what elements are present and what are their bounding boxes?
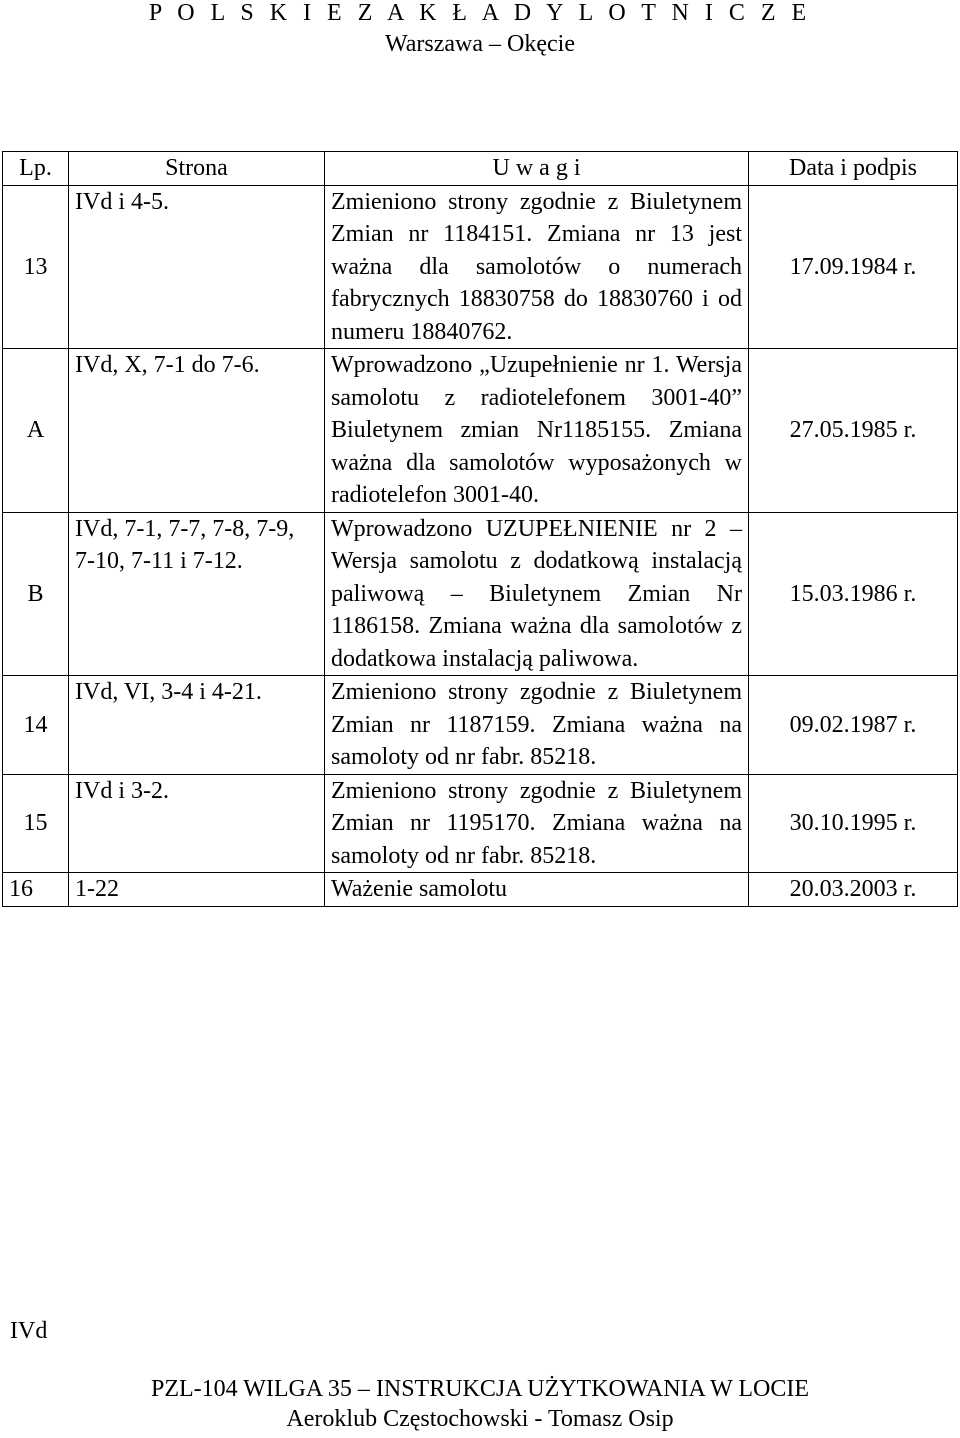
cell-lp: 13 <box>3 185 69 349</box>
cell-lp: 14 <box>3 676 69 775</box>
cell-strona: IVd i 4-5. <box>69 185 325 349</box>
table-row <box>3 873 958 907</box>
company-name: P O L S K I E Z A K Ł A D Y L O T N I C Z E <box>148 0 812 26</box>
column-header-uwagi: U w a g i <box>325 152 749 186</box>
cell-data: 27.05.1985 r. <box>749 349 958 513</box>
table-row <box>3 676 958 775</box>
cell-lp: 15 <box>3 774 69 873</box>
cell-uwagi: Zmieniono strony zgodnie z Biuletynem Zmian nr 1184151. Zmiana nr 13 jest ważna dla samolotów o numerach fabrycznych 18830758 do 18830760 i od numeru 18840762. <box>325 185 749 349</box>
cell-uwagi: Wprowadzono UZUPEŁNIENIE nr 2 – Wersja samolotu z dodatkową instalacją paliwową – Biuletynem Zmian Nr 1186158. Zmiana ważna dla samolotów z dodatkowa instalacją paliwowa. <box>325 512 749 676</box>
cell-uwagi: Ważenie samolotu <box>325 873 749 907</box>
column-header-strona: Strona <box>69 152 325 186</box>
column-header-data: Data i podpis <box>749 152 958 186</box>
cell-strona: IVd i 3-2. <box>69 774 325 873</box>
cell-strona: IVd, 7-1, 7-7, 7-8, 7-9, 7-10, 7-11 i 7-12. <box>69 512 325 676</box>
table-row <box>3 185 958 349</box>
table-row <box>3 512 958 676</box>
cell-strona: IVd, X, 7-1 do 7-6. <box>69 349 325 513</box>
cell-lp: B <box>3 512 69 676</box>
table-header-row <box>3 152 958 186</box>
cell-data: 30.10.1995 r. <box>749 774 958 873</box>
changes-table <box>2 151 958 907</box>
page-code: IVd <box>10 1318 48 1344</box>
cell-lp: 16 <box>3 873 69 907</box>
company-location: Warszawa – Okęcie <box>385 31 575 57</box>
cell-uwagi: Zmieniono strony zgodnie z Biuletynem Zmian nr 1195170. Zmiana ważna na samoloty od nr fabr. 85218. <box>325 774 749 873</box>
cell-lp: A <box>3 349 69 513</box>
cell-data: 09.02.1987 r. <box>749 676 958 775</box>
table-row <box>3 349 958 513</box>
cell-uwagi: Zmieniono strony zgodnie z Biuletynem Zmian nr 1187159. Zmiana ważna na samoloty od nr fabr. 85218. <box>325 676 749 775</box>
cell-data: 20.03.2003 r. <box>749 873 958 907</box>
column-header-lp: Lp. <box>3 152 69 186</box>
cell-uwagi: Wprowadzono „Uzupełnienie nr 1. Wersja samolotu z radiotelefonem 3001-40” Biuletynem zmian Nr1185155. Zmiana ważna dla samolotów wyposażonych w radiotelefon 3001-40. <box>325 349 749 513</box>
document-title: PZL-104 WILGA 35 – INSTRUKCJA UŻYTKOWANIA W LOCIE <box>151 1376 809 1402</box>
cell-strona: IVd, VI, 3-4 i 4-21. <box>69 676 325 775</box>
cell-strona: 1-22 <box>69 873 325 907</box>
table-row <box>3 774 958 873</box>
cell-data: 17.09.1984 r. <box>749 185 958 349</box>
cell-data: 15.03.1986 r. <box>749 512 958 676</box>
document-owner: Aeroklub Częstochowski - Tomasz Osip <box>286 1406 674 1432</box>
